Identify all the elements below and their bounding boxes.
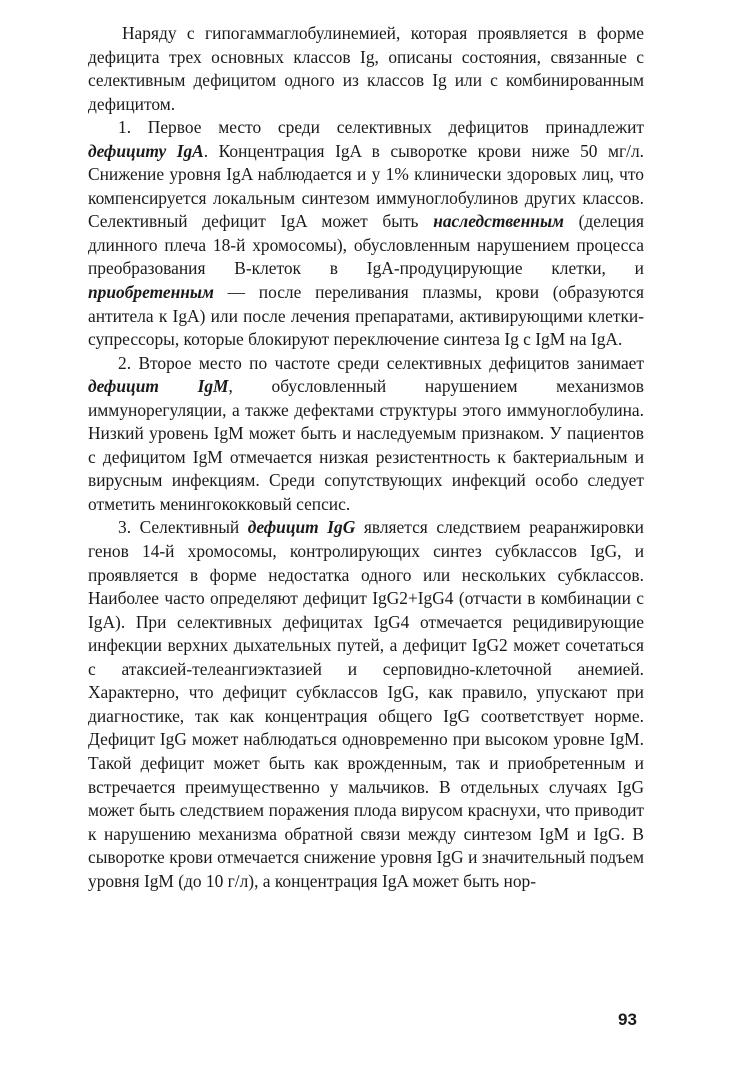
paragraph-text: , обусловленный нарушением механизмов иммунорегуляции, а также дефектами структуры этого иммуноглобулина. Низкий уровень IgM может быть и наследуемым признаком. У пациентов с дефицитом IgM отмечается низкая резистентность к бактериальным и вирусным инфекциям. Среди сопутствующих инфекций особо следует отметить менингококковый сепсис.	[88, 376, 644, 514]
paragraph-igm-deficiency	[88, 352, 644, 517]
paragraph-text: 3. Селективный	[118, 517, 248, 538]
intro-text: Наряду с гипогаммаглобулинемией, которая проявляется в форме дефицита трех основных классов Ig, описаны состояния, связанные с селективным дефицитом одного из классов Ig или с комбинированным дефицитом.	[88, 23, 644, 114]
intro-paragraph	[88, 22, 644, 116]
page-number: 93	[618, 1010, 637, 1029]
paragraph-text: является следствием реаранжировки генов 14-й хромосомы, контролирующих синтез субклассов IgG, и проявляется в форме недостатка одного или нескольких субклассов. Наиболее часто определяют дефицит IgG2+IgG4 (отчасти в комбинации с IgA). При селективных дефицитах IgG4 отмечается рецидивирующие инфекции верхних дыхательных путей, а дефицит IgG2 может сочетаться с атаксией-телеангиэктазией и серповидно-клеточной анемией. Характерно, что дефицит субклассов IgG, как правило, упускают при диагностике, так как концентрация общего IgG соответствует норме. Дефицит IgG может наблюдаться одновременно при высоком уровне IgM. Такой дефицит может быть как врожденным, так и приобретенным и встречается преимущественно у мальчиков. В отдельных случаях IgG может быть следствием поражения плода вирусом краснухи, что приводит к нарушению механизма обратной связи между синтезом IgM и IgG. В сыворотке крови отмечается снижение уровня IgG и значительный подъем уровня IgM (до 10 г/л), а концентрация IgA может быть нор-	[88, 517, 644, 891]
paragraph-text: 2. Второе место по частоте среди селективных дефицитов занимает	[118, 352, 644, 373]
emphasized-term: дефициту IgA	[88, 140, 204, 161]
emphasized-term: наследственным	[433, 211, 564, 232]
paragraph-text: — после переливания плазмы, крови (образуются антитела к IgA) или после лечения препаратами, активирующими клетки-супрессоры, которые блокируют переключение синтеза Ig с IgM на IgA.	[88, 282, 644, 350]
paragraph-text: 1. Первое место среди селективных дефицитов принадлежит	[118, 117, 644, 138]
paragraph-igg-deficiency	[88, 516, 644, 893]
emphasized-term: дефицит IgG	[247, 517, 356, 538]
emphasized-term: дефицит IgM	[88, 376, 229, 397]
body-text	[88, 22, 644, 893]
paragraph-text: . Концентрация IgA в сыворотке крови ниже 50 мг/л. Снижение уровня IgA наблюдается и у 1% клинически здоровых лиц, что компенсируется локальным синтезом иммуноглобулинов других классов. Селективный дефицит IgA может быть	[88, 140, 644, 232]
emphasized-term: приобретенным	[88, 282, 214, 303]
paragraph-iga-deficiency	[88, 116, 644, 351]
paragraph-text: (делеция длинного плеча 18-й хромосомы), обусловленным нарушением процесса преобразования В-клеток в IgA-продуцирующие клетки, и	[88, 211, 644, 279]
